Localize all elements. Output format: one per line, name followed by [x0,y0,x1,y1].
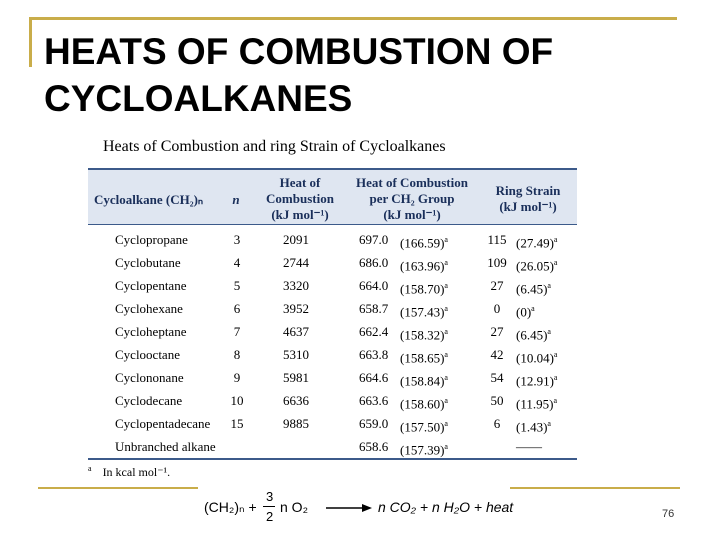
cell-cycloalkane-name: Cycloheptane [115,324,187,339]
cell-per-ch2: 686.0 [359,255,389,270]
cell-ring-strain-kcal: $(26.05)^a$ [516,258,558,274]
frame-left-line [29,17,32,67]
table-caption: Heats of Combustion and ring Strain of Cycloalkanes [103,138,446,155]
cell-heat-of-combustion: 3320 [283,278,309,293]
footnote-mark-ref: a [547,327,551,336]
footnote-mark-ref: a [547,419,551,428]
cell-ring-strain-kcal: —— [516,439,542,454]
header-heat-line-1: Heat of [279,175,321,190]
equation-rhs: n CO₂ + n H₂O + heat [378,499,514,515]
cell-ring-strain: 6 [493,416,501,431]
footnote-mark-ref: a [444,304,448,313]
cell-ring-strain: 27 [490,278,504,293]
cell-n: 15 [230,416,244,431]
footnote-mark-ref: a [553,258,558,267]
footnote-mark-ref: a [444,442,448,451]
cell-cycloalkane-name: Cyclopentadecane [115,416,211,431]
footnote-mark-ref: a [553,396,557,405]
cell-n: 8 [233,347,241,362]
footnote-mark-ref: a [444,373,448,382]
footnote-mark-ref: a [553,235,558,244]
header-perch2-line-3: (kJ mol⁻¹) [383,207,441,222]
cell-per-ch2: 662.4 [359,324,389,339]
cell-per-ch2-kcal: $(157.43)^a$ [400,304,448,320]
footnote-mark-ref: a [444,258,448,267]
header-perch2-line-1: Heat of Combustion [356,175,468,190]
combustion-equation [198,485,514,531]
equation-fraction-denominator: 2 [266,509,274,524]
header-heat-of-combustion [258,175,342,223]
cell-per-ch2: 658.6 [359,439,389,454]
data-table [88,168,577,460]
header-heat-line-3: (kJ mol⁻¹) [271,207,329,222]
cell-ring-strain: 115 [487,232,507,247]
cell-per-ch2-kcal: $(163.96)^a$ [400,258,448,274]
header-strain-line-1: Ring Strain [495,183,561,198]
title-line-1: HEATS OF COMBUSTION OF [44,31,554,72]
cell-per-ch2-kcal: $(158.65)^a$ [400,350,448,366]
cell-ring-strain: 50 [490,393,504,408]
cell-n: 6 [233,301,241,316]
cell-ring-strain: 27 [490,324,504,339]
title-line-2: CYCLOALKANES [44,78,353,119]
footnote-mark-ref: a [444,419,448,428]
cell-ring-strain: 42 [490,347,504,362]
footnote-mark-ref: a [444,350,448,359]
cell-cycloalkane-name: Cyclononane [115,370,184,385]
header-n: n [232,192,240,207]
footnote-mark-ref: a [444,281,448,290]
equation-lhs: (CH₂)ₙ + [204,499,257,515]
cell-cycloalkane-name: Unbranched alkane [115,439,216,454]
cell-cycloalkane-name: Cyclooctane [115,347,180,362]
cell-ring-strain: 109 [487,255,507,270]
cell-per-ch2: 664.0 [359,278,389,293]
cell-heat-of-combustion: 4637 [283,324,309,339]
cell-per-ch2: 658.7 [359,301,389,316]
cell-ring-strain-kcal: $(27.49)^a$ [516,235,558,251]
reaction-arrow-icon [326,503,372,513]
table-footnote [88,464,170,480]
cell-ring-strain-kcal: $(12.91)^a$ [516,373,558,389]
cell-per-ch2-kcal: $(157.39)^a$ [400,442,448,458]
equation-fraction-numerator: 3 [266,489,274,504]
cell-ring-strain-kcal: $(6.45)^a$ [516,327,551,343]
cell-per-ch2: 697.0 [359,232,389,247]
cell-n: 3 [233,232,241,247]
header-per-ch2 [350,175,474,223]
cell-heat-of-combustion: 9885 [283,416,309,431]
header-ring-strain [486,183,570,215]
cell-per-ch2: 663.8 [359,347,389,362]
footnote-mark-ref: a [444,396,448,405]
cell-cycloalkane-name: Cyclobutane [115,255,181,270]
equation-fraction-bar [263,506,275,507]
cell-per-ch2: 663.6 [359,393,389,408]
cell-per-ch2-kcal: $(166.59)^a$ [400,235,448,251]
cell-per-ch2-kcal: $(158.60)^a$ [400,396,448,412]
cell-n: 9 [233,370,241,385]
header-cycloalkane: Cycloalkane (CH₂)ₙ [94,192,204,207]
cell-ring-strain-kcal: $(1.43)^a$ [516,419,551,435]
table-bottom-rule [88,458,577,460]
cell-heat-of-combustion: 5310 [283,347,309,362]
footnote-mark-ref: a [553,350,558,359]
cell-cycloalkane-name: Cyclodecane [115,393,183,408]
cell-heat-of-combustion: 2091 [283,232,309,247]
cell-n: 4 [233,255,241,270]
footnote-mark-ref: a [444,327,448,336]
cell-ring-strain-kcal: $(6.45)^a$ [516,281,551,297]
header-perch2-line-2: per CH₂ Group [369,191,455,206]
cell-cycloalkane-name: Cyclopropane [115,232,188,247]
cell-ring-strain-kcal: $(11.95)^a$ [516,396,557,412]
cell-per-ch2-kcal: $(158.70)^a$ [400,281,448,297]
cell-per-ch2: 659.0 [359,416,389,431]
footnote-mark-ref: a [444,235,448,244]
cell-n: 10 [230,393,244,408]
header-heat-line-2: Combustion [266,191,334,206]
cell-heat-of-combustion: 2744 [283,255,309,270]
header-strain-line-2: (kJ mol⁻¹) [499,199,557,214]
footnote-mark-ref: a [553,373,558,382]
cell-ring-strain-kcal: $(10.04)^a$ [516,350,558,366]
footnote-mark-ref: a [547,281,551,290]
footnote-mark: a [88,464,92,473]
slide-title [44,28,553,122]
cell-ring-strain: 54 [490,370,504,385]
footnote-mark-ref: a [531,304,535,313]
footnote-text: In kcal mol⁻¹. [102,465,171,479]
cell-per-ch2: 664.6 [359,370,389,385]
cell-cycloalkane-name: Cyclohexane [115,301,183,316]
equation-lhs-rest: n O₂ [280,499,308,515]
cell-per-ch2-kcal: $(158.84)^a$ [400,373,448,389]
cell-heat-of-combustion: 6636 [283,393,309,408]
cell-ring-strain-kcal: $(0)^a$ [516,304,535,320]
cell-n: 7 [233,324,241,339]
cell-n: 5 [233,278,241,293]
cell-heat-of-combustion: 3952 [283,301,309,316]
cell-per-ch2-kcal: $(158.32)^a$ [400,327,448,343]
cell-per-ch2-kcal: $(157.50)^a$ [400,419,448,435]
page-number: 76 [662,508,675,520]
cell-cycloalkane-name: Cyclopentane [115,278,187,293]
cell-ring-strain: 0 [493,301,501,316]
cell-heat-of-combustion: 5981 [283,370,309,385]
frame-top-line [29,17,677,20]
